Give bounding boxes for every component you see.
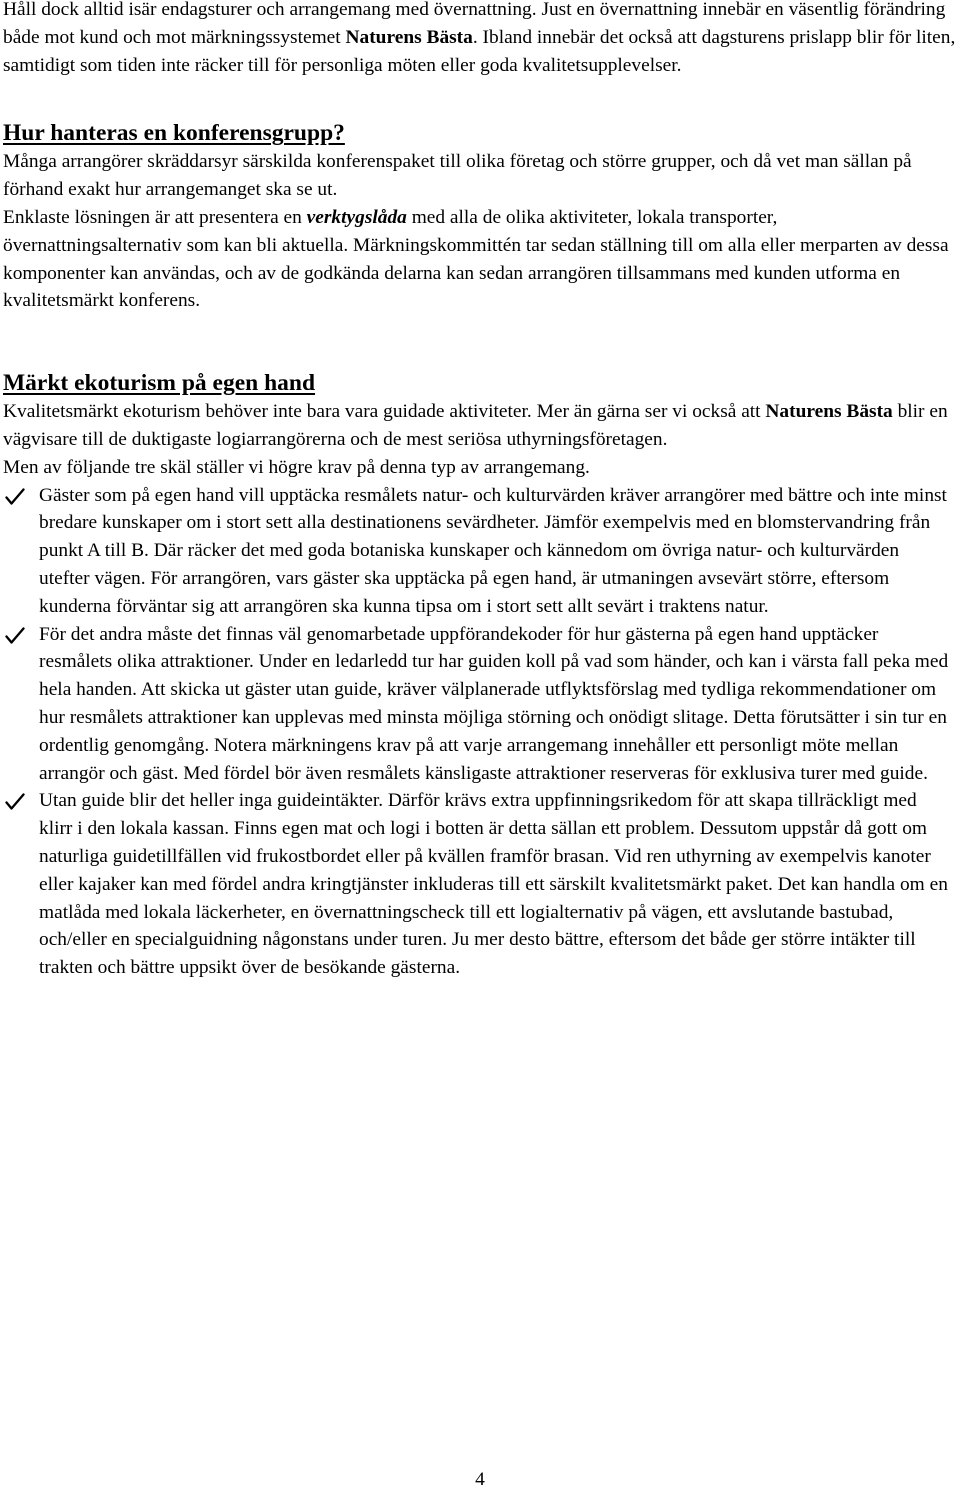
section1-paragraph-1: Många arrangörer skräddarsyr särskilda konferenspaket till olika företag och större grupper, och då vet man sällan på förhand exakt hur arrangemanget ska se ut. bbox=[3, 151, 912, 201]
section-heading-ekoturism: Märkt ekoturism på egen hand bbox=[3, 370, 316, 397]
list-item bbox=[3, 787, 960, 982]
page-number: 4 bbox=[475, 1469, 485, 1490]
section1-p2-text-b: med alla de olika aktiviteter, lokala transporter, övernattningsalternativ som kan bli aktuella. Märkningskommittén tar sedan ställning till om alla eller merparten av dessa komponenter kan användas, och av de godkända delarna kan sedan arrangören tillsammans med kunden utforma en kvalitetsmärkt konferens. bbox=[3, 206, 949, 312]
intro-text-1: Håll dock alltid isär endagsturer och arrangemang med övernattning. Just en övernattning innebär en väsentlig förändring både mot kund och mot märkningssystemet bbox=[3, 0, 946, 48]
checkmark-icon bbox=[5, 627, 25, 645]
section2-paragraph-1 bbox=[3, 398, 960, 454]
emphasis-verktygslada: verktygslåda bbox=[306, 206, 407, 228]
section2-p1-text-a: Kvalitetsmärkt ekoturism behöver inte bara vara guidade aktiviteter. Mer än gärna ser vi också att bbox=[3, 401, 766, 423]
list-item bbox=[3, 621, 960, 788]
list-item-text: För det andra måste det finnas väl genomarbetade uppförandekoder för hur gästerna på egen hand upptäcker resmålets olika attraktioner. Under en ledarledd tur har guiden koll på vad som händer, och kan i värsta fall peka med hela handen. Att skicka ut gäster utan guide, kräver välplanerade utflyktsförslag med tydliga rekommendationer om hur resmålets attraktioner kan upplevas med minsta möjliga störning och onödigt slitage. Detta förutsätter i sin tur en ordentlig genomgång. Notera märkningens krav på att varje arrangemang innehåller ett personligt möte mellan arrangör och gäst. Med fördel bör även resmålets känsligaste attraktioner reserveras för exklusiva turer med guide. bbox=[39, 623, 949, 784]
section2-p1-text-b: blir en vägvisare till de duktigaste logiarrangörerna och de mest seriösa uthyrningsföretagen. bbox=[3, 401, 948, 450]
intro-text-2: . Ibland innebär det också att dagsturens prislapp blir för liten, samtidigt som tiden inte räcker till för personliga möten eller goda kvalitetsupplevelser. bbox=[3, 26, 956, 76]
checkmark-list bbox=[3, 482, 960, 982]
brand-name: Naturens Bästa bbox=[345, 26, 473, 48]
checkmark-icon bbox=[5, 793, 25, 811]
section2-paragraph-2: Men av följande tre skäl ställer vi högre krav på denna typ av arrangemang. bbox=[3, 456, 590, 478]
intro-paragraph bbox=[3, 0, 960, 79]
list-item-text: Utan guide blir det heller inga guideintäkter. Därför krävs extra uppfinningsrikedom för att skapa tillräckligt med klirr i den lokala kassan. Finns egen mat och logi i botten är detta sällan ett problem. Dessutom uppstår då gott om naturliga guidetillfällen vid frukostbordet eller på kvällen framför brasan. Vid ren uthyrning av exempelvis kanoter eller kajaker kan med fördel andra kringtjänster inkluderas till ett särskilt kvalitetsmärkt paket. Det kan handla om en matlåda med lokala läckerheter, en övernattningscheck till ett logialternativ på vägen, ett avslutande bastubad, och/eller en specialguidning någonstans under turen. Ju mer desto bättre, eftersom det både ger större intäkter till trakten och bättre uppsikt över de besökande gästerna. bbox=[39, 790, 948, 979]
list-item bbox=[3, 482, 960, 621]
section1-paragraph-2 bbox=[3, 204, 960, 315]
list-item-text: Gäster som på egen hand vill upptäcka resmålets natur- och kulturvärden kräver arrangörer med bättre och inte minst bredare kunskaper om i stort sett alla destinationens sevärdheter. Jämför exempelvis med en blomstervandring från punkt A till B. Där räcker det med goda botaniska kunskaper och kännedom om övriga natur- och kulturvärden utefter vägen. För arrangören, vars gäster ska upptäcka på egen hand, är utmaningen avsevärt större, eftersom kunderna förväntar sig att arrangören ska kunna tipsa om i stort sett allt sevärt i traktens natur. bbox=[39, 484, 947, 617]
section-heading-konferensgrupp: Hur hanteras en konferensgrupp? bbox=[3, 120, 345, 147]
section1-p2-text-a: Enklaste lösningen är att presentera en bbox=[3, 206, 307, 228]
checkmark-icon bbox=[5, 488, 25, 506]
brand-name: Naturens Bästa bbox=[765, 401, 893, 423]
